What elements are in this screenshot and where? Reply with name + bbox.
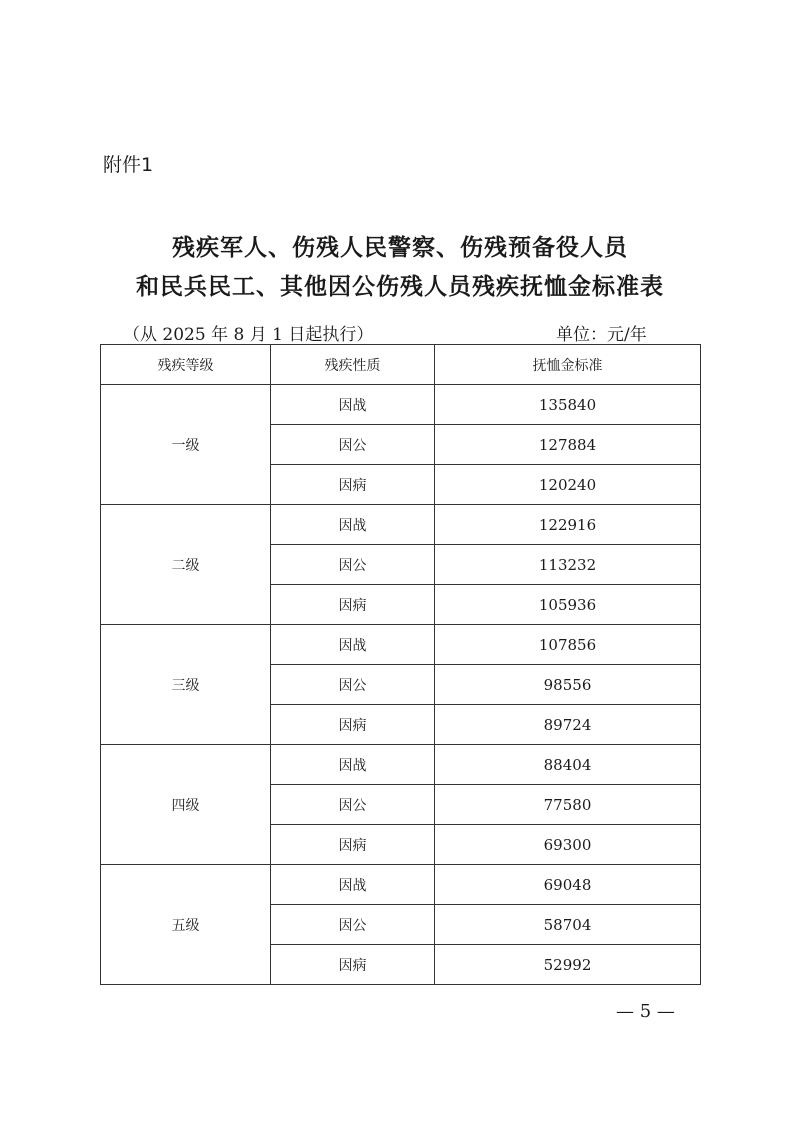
table-row: [101, 745, 701, 785]
amount-cell: 69300: [435, 825, 701, 865]
nature-cell: 因战: [271, 745, 435, 785]
amount-cell: 113232: [435, 545, 701, 585]
table-row: [101, 625, 701, 665]
amount-cell: 122916: [435, 505, 701, 545]
nature-cell: 因公: [271, 905, 435, 945]
table-row: [101, 865, 701, 905]
nature-cell: 因战: [271, 625, 435, 665]
nature-cell: 因病: [271, 825, 435, 865]
level-cell: 二级: [101, 505, 271, 625]
nature-cell: 因公: [271, 545, 435, 585]
amount-cell: 105936: [435, 585, 701, 625]
amount-cell: 88404: [435, 745, 701, 785]
level-cell: 一级: [101, 385, 271, 505]
table-header-row: [101, 345, 701, 385]
nature-cell: 因公: [271, 665, 435, 705]
nature-cell: 因病: [271, 585, 435, 625]
effective-date-note: （从 2025 年 8 月 1 日起执行）: [123, 325, 374, 345]
header-disability-level: 残疾等级: [101, 345, 271, 385]
attachment-label: 附件1: [103, 154, 154, 176]
table-row: [101, 385, 701, 425]
table-row: [101, 505, 701, 545]
nature-cell: 因公: [271, 425, 435, 465]
document-title-line-1: 残疾军人、伤残人民警察、伤残预备役人员: [172, 235, 628, 261]
nature-cell: 因战: [271, 865, 435, 905]
amount-cell: 98556: [435, 665, 701, 705]
document-title-line-2: 和民兵民工、其他因公伤残人员残疾抚恤金标准表: [136, 274, 664, 300]
unit-note: 单位：元/年: [556, 325, 647, 345]
page-number: — 5 —: [616, 1001, 675, 1022]
header-disability-nature: 残疾性质: [271, 345, 435, 385]
nature-cell: 因战: [271, 505, 435, 545]
amount-cell: 52992: [435, 945, 701, 985]
amount-cell: 89724: [435, 705, 701, 745]
pension-standard-table: [100, 344, 701, 985]
nature-cell: 因战: [271, 385, 435, 425]
header-pension-standard: 抚恤金标准: [435, 345, 701, 385]
nature-cell: 因病: [271, 465, 435, 505]
level-cell: 五级: [101, 865, 271, 985]
level-cell: 三级: [101, 625, 271, 745]
nature-cell: 因公: [271, 785, 435, 825]
amount-cell: 58704: [435, 905, 701, 945]
amount-cell: 77580: [435, 785, 701, 825]
amount-cell: 135840: [435, 385, 701, 425]
nature-cell: 因病: [271, 705, 435, 745]
nature-cell: 因病: [271, 945, 435, 985]
amount-cell: 120240: [435, 465, 701, 505]
level-cell: 四级: [101, 745, 271, 865]
amount-cell: 69048: [435, 865, 701, 905]
amount-cell: 127884: [435, 425, 701, 465]
amount-cell: 107856: [435, 625, 701, 665]
